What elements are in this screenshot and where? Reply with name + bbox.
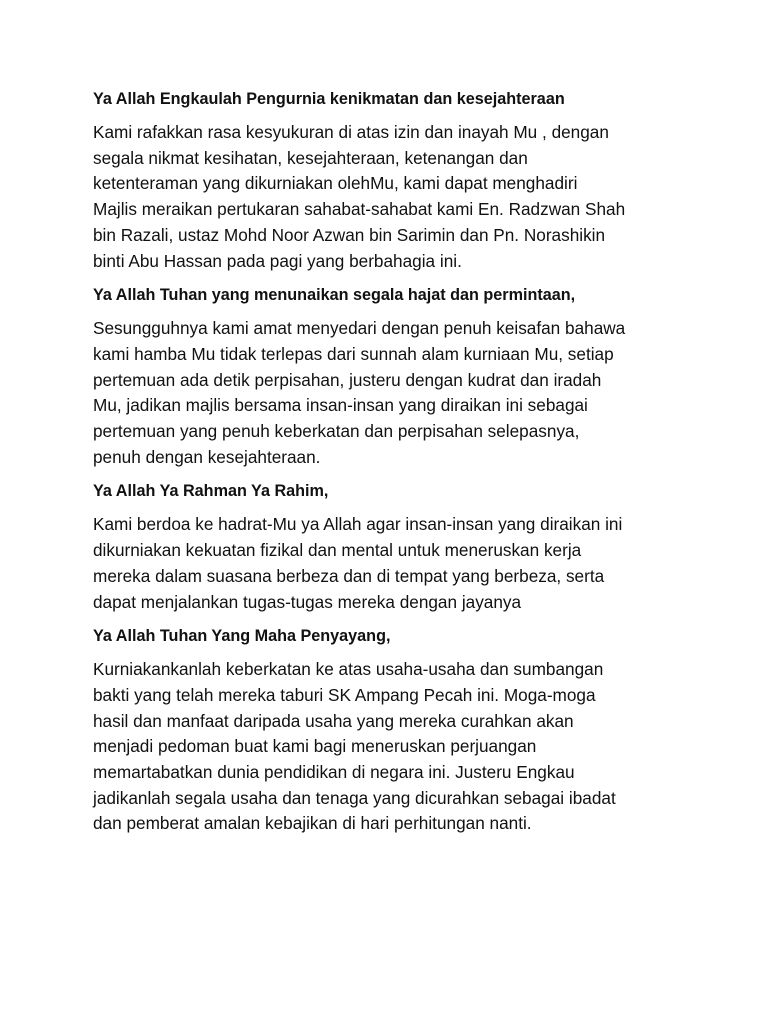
section-paragraph [93, 512, 683, 615]
section-2 [93, 284, 683, 470]
paragraph-line: hasil dan manfaat daripada usaha yang mereka curahkan akan [93, 710, 574, 731]
paragraph-line: pertemuan ada detik perpisahan, justeru dengan kudrat dan iradah [93, 369, 602, 390]
paragraph-line: dapat menjalankan tugas-tugas mereka dengan jayanya [93, 591, 522, 612]
paragraph-line: Majlis meraikan pertukaran sahabat-sahabat kami En. Radzwan Shah [93, 199, 626, 220]
paragraph-line: dikurniakan kekuatan fizikal dan mental untuk meneruskan kerja [93, 540, 582, 561]
paragraph-line: Mu, jadikan majlis bersama insan-insan yang diraikan ini sebagai [93, 395, 588, 416]
paragraph-line: binti Abu Hassan pada pagi yang berbahagia ini. [93, 250, 462, 271]
paragraph-line: bakti yang telah mereka taburi SK Ampang Pecah ini. Moga-moga [93, 684, 596, 705]
section-paragraph [93, 120, 683, 274]
section-4 [93, 625, 683, 837]
section-heading: Ya Allah Tuhan yang menunaikan segala hajat dan permintaan, [93, 286, 576, 305]
paragraph-line: jadikanlah segala usaha dan tenaga yang dicurahkan sebagai ibadat [93, 787, 616, 808]
section-3 [93, 480, 683, 615]
paragraph-line: Kami rafakkan rasa kesyukuran di atas izin dan inayah Mu , dengan [93, 122, 609, 142]
paragraph-line: mereka dalam suasana berbeza dan di tempat yang berbeza, serta [93, 565, 605, 586]
paragraph-line: Kurniakankanlah keberkatan ke atas usaha-usaha dan sumbangan [93, 659, 604, 680]
paragraph-line: Sesungguhnya kami amat menyedari dengan penuh keisafan bahawa [93, 318, 626, 339]
paragraph-line: penuh dengan kesejahteraan. [93, 446, 321, 467]
paragraph-line: menjadi pedoman buat kami bagi meneruskan perjuangan [93, 736, 537, 757]
paragraph-line: pertemuan yang penuh keberkatan dan perpisahan selepasnya, [93, 421, 580, 442]
paragraph-line: Kami berdoa ke hadrat-Mu ya Allah agar insan-insan yang diraikan ini [93, 514, 623, 535]
paragraph-line: bin Razali, ustaz Mohd Noor Azwan bin Sarimin dan Pn. Norashikin [93, 224, 606, 245]
section-heading: Ya Allah Ya Rahman Ya Rahim, [93, 482, 329, 501]
section-1 [93, 88, 683, 274]
document-page [93, 88, 683, 847]
section-paragraph [93, 316, 683, 470]
paragraph-line: segala nikmat kesihatan, kesejahteraan, ketenangan dan [93, 147, 528, 168]
section-heading: Ya Allah Tuhan Yang Maha Penyayang, [93, 627, 391, 646]
paragraph-line: ketenteraman yang dikurniakan olehMu, kami dapat menghadiri [93, 173, 578, 194]
paragraph-line: memartabatkan dunia pendidikan di negara ini. Justeru Engkau [93, 762, 575, 783]
section-heading: Ya Allah Engkaulah Pengurnia kenikmatan dan kesejahteraan [93, 90, 565, 108]
paragraph-line: kami hamba Mu tidak terlepas dari sunnah alam kurniaan Mu, setiap [93, 343, 614, 364]
section-paragraph [93, 657, 683, 837]
paragraph-line: dan pemberat amalan kebajikan di hari perhitungan nanti. [93, 813, 532, 834]
